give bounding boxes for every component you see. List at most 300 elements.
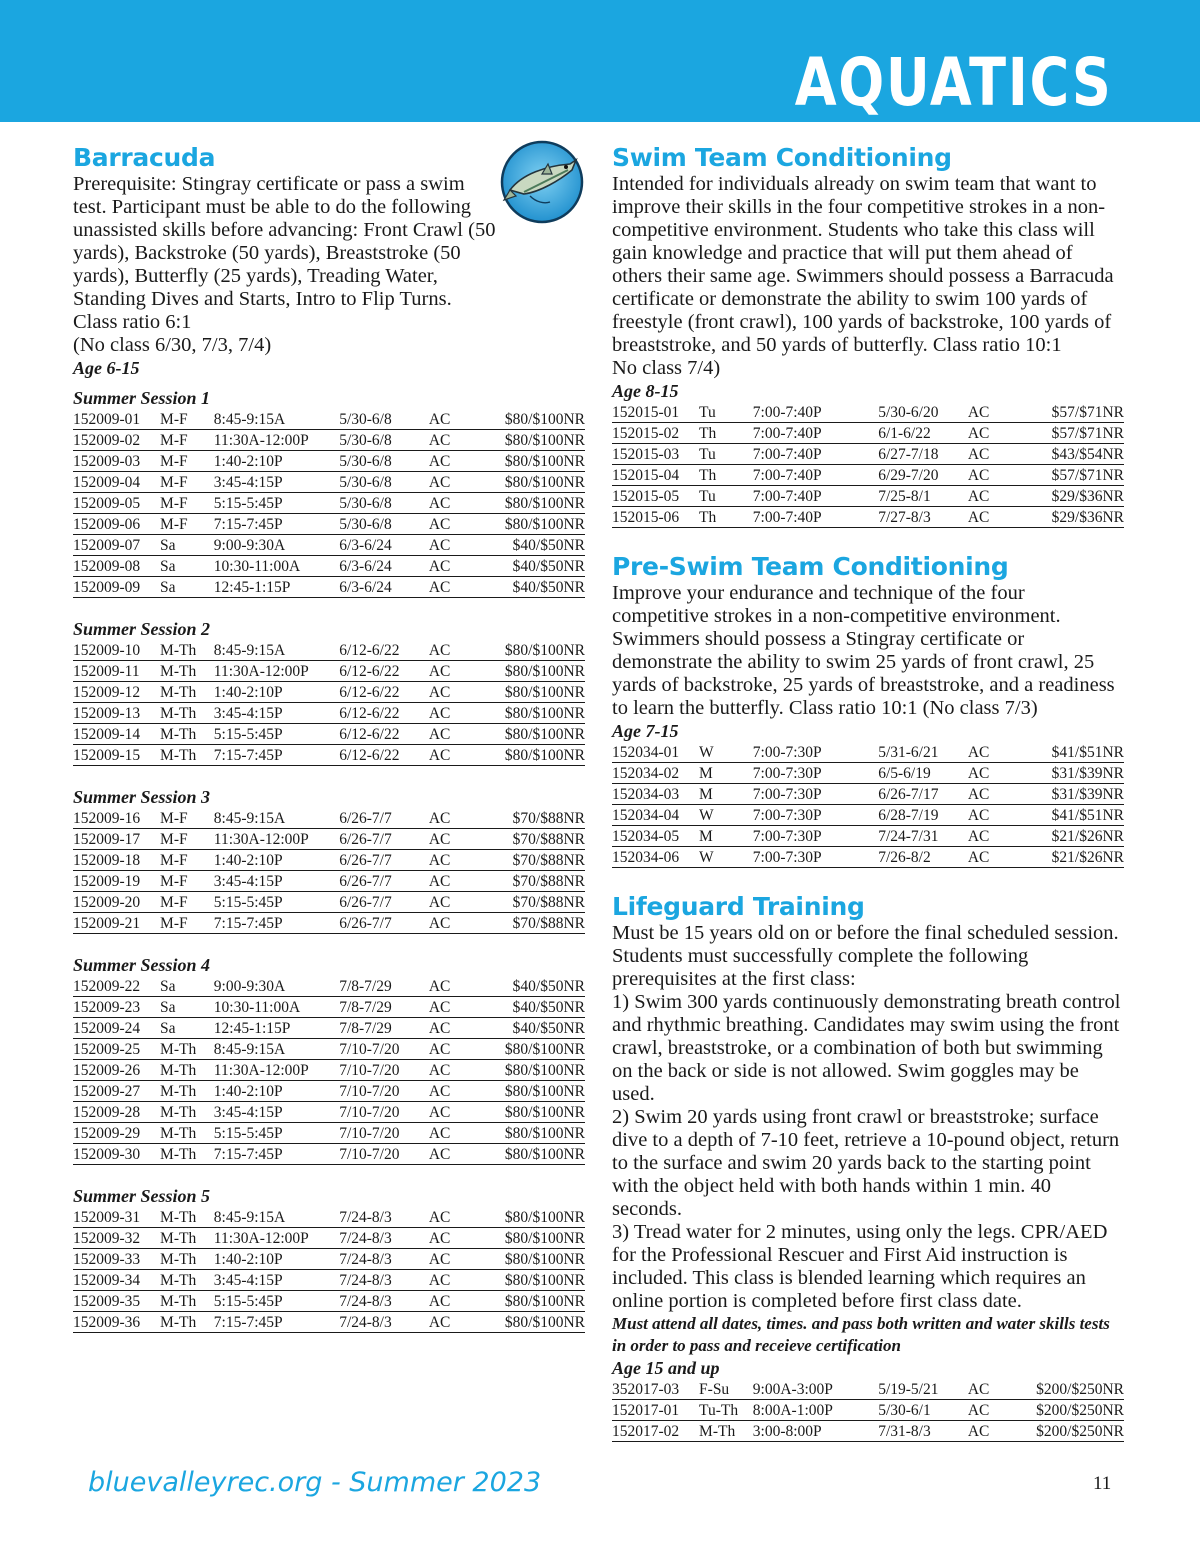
days-cell: M-F: [160, 850, 214, 871]
days-cell: M-Th: [160, 1039, 214, 1060]
table-row: [73, 913, 585, 934]
lifeguard-table: [612, 1379, 1124, 1442]
time-cell: 7:00-7:30P: [753, 742, 878, 763]
footer-site: bluevalleyrec.org - Summer 2023: [88, 1467, 542, 1498]
location-cell: AC: [968, 507, 1022, 528]
dates-cell: 5/30-6/8: [339, 430, 429, 451]
fee-cell: $40/$50NR: [483, 556, 585, 577]
pre-swim-description: Improve your endurance and technique of the four competitive strokes in a non-competitive environment. Swimmers should possess a Stingray certificate or demonstrate the ability to swim 25 yards of front crawl, 25 yards of backstroke, 25 yards of breaststroke, and a readiness to learn the butterfly. Class ratio 10:1 (No class 7/3): [612, 582, 1115, 719]
swim-team-table: [612, 402, 1124, 528]
time-cell: 10:30-11:00A: [214, 997, 339, 1018]
days-cell: M-Th: [160, 745, 214, 766]
time-cell: 5:15-5:45P: [214, 724, 339, 745]
table-row: [73, 808, 585, 829]
course-number-cell: 152034-06: [612, 847, 699, 868]
table-row: [73, 997, 585, 1018]
dates-cell: 5/30-6/8: [339, 409, 429, 430]
location-cell: AC: [968, 742, 1022, 763]
fee-cell: $57/$71NR: [1022, 423, 1124, 444]
fee-cell: $80/$100NR: [483, 1249, 585, 1270]
barracuda-age: Age 6-15: [73, 358, 140, 378]
time-cell: 7:15-7:45P: [214, 514, 339, 535]
header-banner: [0, 0, 1200, 122]
time-cell: 11:30A-12:00P: [214, 661, 339, 682]
dates-cell: 7/25-8/1: [878, 486, 968, 507]
table-row: [612, 402, 1124, 423]
time-cell: 7:00-7:30P: [753, 784, 878, 805]
location-cell: AC: [429, 451, 483, 472]
time-cell: 7:00-7:40P: [753, 402, 878, 423]
days-cell: Sa: [160, 535, 214, 556]
location-cell: AC: [429, 871, 483, 892]
course-number-cell: 152009-34: [73, 1270, 160, 1291]
location-cell: AC: [429, 850, 483, 871]
days-cell: Th: [699, 423, 753, 444]
course-number-cell: 152034-05: [612, 826, 699, 847]
course-number-cell: 152009-31: [73, 1207, 160, 1228]
time-cell: 7:15-7:45P: [214, 913, 339, 934]
dates-cell: 7/24-8/3: [339, 1312, 429, 1333]
fee-cell: $80/$100NR: [483, 1081, 585, 1102]
session-5-table: [73, 1207, 585, 1333]
time-cell: 7:00-7:40P: [753, 486, 878, 507]
location-cell: AC: [429, 892, 483, 913]
lifeguard-title: Lifeguard Training: [612, 892, 865, 921]
location-cell: AC: [429, 1291, 483, 1312]
location-cell: AC: [429, 640, 483, 661]
location-cell: AC: [429, 535, 483, 556]
table-row: [73, 1291, 585, 1312]
location-cell: AC: [429, 514, 483, 535]
course-number-cell: 152015-03: [612, 444, 699, 465]
location-cell: AC: [429, 724, 483, 745]
course-number-cell: 152009-36: [73, 1312, 160, 1333]
fee-cell: $70/$88NR: [483, 892, 585, 913]
days-cell: M-Th: [160, 682, 214, 703]
location-cell: AC: [429, 913, 483, 934]
location-cell: AC: [429, 682, 483, 703]
fee-cell: $21/$26NR: [1022, 826, 1124, 847]
lifeguard-item-3: 3) Tread water for 2 minutes, using only the legs. CPR/AED for the Professional Rescuer and First Aid instruction is included. This class is blended learning which requires an online portion is completed before first class date.: [612, 1221, 1108, 1312]
table-row: [73, 1039, 585, 1060]
time-cell: 8:00A-1:00P: [753, 1400, 878, 1421]
dates-cell: 7/24-8/3: [339, 1291, 429, 1312]
barracuda-description-text: Prerequisite: Stingray certificate or pass a swim test. Participant must be able to do the following unassisted skills before advancing: Front Crawl (50 yards), Backstroke (50 yards), Breaststroke (50 yards), Butterfly (25 yards), Treading Water, Standing Dives and Starts, Intro to Flip Turns. Class ratio 6:1: [73, 173, 496, 333]
fee-cell: $80/$100NR: [483, 451, 585, 472]
course-number-cell: 152015-04: [612, 465, 699, 486]
days-cell: M-Th: [160, 1102, 214, 1123]
days-cell: M: [699, 784, 753, 805]
location-cell: AC: [968, 763, 1022, 784]
course-number-cell: 152009-13: [73, 703, 160, 724]
fee-cell: $200/$250NR: [1022, 1400, 1124, 1421]
course-number-cell: 152009-07: [73, 535, 160, 556]
dates-cell: 5/31-6/21: [878, 742, 968, 763]
table-row: [73, 451, 585, 472]
dates-cell: 7/24-8/3: [339, 1249, 429, 1270]
time-cell: 3:45-4:15P: [214, 472, 339, 493]
dates-cell: 7/27-8/3: [878, 507, 968, 528]
days-cell: M-Th: [160, 1291, 214, 1312]
days-cell: M-F: [160, 493, 214, 514]
table-row: [612, 826, 1124, 847]
dates-cell: 6/26-7/7: [339, 871, 429, 892]
days-cell: Sa: [160, 556, 214, 577]
table-row: [73, 871, 585, 892]
time-cell: 7:15-7:45P: [214, 745, 339, 766]
time-cell: 10:30-11:00A: [214, 556, 339, 577]
course-number-cell: 152009-26: [73, 1060, 160, 1081]
dates-cell: 5/30-6/8: [339, 493, 429, 514]
course-number-cell: 152009-35: [73, 1291, 160, 1312]
fee-cell: $40/$50NR: [483, 535, 585, 556]
table-row: [73, 1207, 585, 1228]
course-number-cell: 152009-01: [73, 409, 160, 430]
time-cell: 8:45-9:15A: [214, 409, 339, 430]
table-row: [73, 1018, 585, 1039]
location-cell: AC: [429, 976, 483, 997]
swim-team-age: Age 8-15: [612, 381, 679, 401]
fee-cell: $29/$36NR: [1022, 507, 1124, 528]
barracuda-title: Barracuda: [73, 143, 216, 172]
location-cell: AC: [429, 997, 483, 1018]
course-number-cell: 152009-22: [73, 976, 160, 997]
days-cell: Tu: [699, 486, 753, 507]
fee-cell: $200/$250NR: [1022, 1421, 1124, 1442]
table-row: [612, 486, 1124, 507]
fee-cell: $80/$100NR: [483, 1039, 585, 1060]
location-cell: AC: [429, 1081, 483, 1102]
course-number-cell: 152034-02: [612, 763, 699, 784]
time-cell: 7:00-7:40P: [753, 507, 878, 528]
location-cell: AC: [429, 430, 483, 451]
days-cell: Tu-Th: [699, 1400, 753, 1421]
table-row: [73, 892, 585, 913]
days-cell: M-Th: [160, 1249, 214, 1270]
location-cell: AC: [968, 423, 1022, 444]
table-row: [73, 682, 585, 703]
time-cell: 8:45-9:15A: [214, 640, 339, 661]
time-cell: 5:15-5:45P: [214, 493, 339, 514]
fee-cell: $80/$100NR: [483, 514, 585, 535]
swim-team-no-class: No class 7/4): [612, 357, 721, 379]
time-cell: 7:00-7:40P: [753, 423, 878, 444]
time-cell: 9:00-9:30A: [214, 976, 339, 997]
course-number-cell: 152017-01: [612, 1400, 699, 1421]
session-3-table: [73, 808, 585, 934]
days-cell: M-F: [160, 472, 214, 493]
table-row: [73, 976, 585, 997]
dates-cell: 7/10-7/20: [339, 1081, 429, 1102]
course-number-cell: 152009-30: [73, 1144, 160, 1165]
days-cell: M-Th: [160, 1207, 214, 1228]
fee-cell: $80/$100NR: [483, 493, 585, 514]
dates-cell: 5/30-6/1: [878, 1400, 968, 1421]
location-cell: AC: [429, 1102, 483, 1123]
dates-cell: 5/30-6/20: [878, 402, 968, 423]
lifeguard-note: Must attend all dates, times. and pass both written and water skills tests in order to pass and receieve certification: [612, 1314, 1110, 1355]
location-cell: AC: [429, 745, 483, 766]
days-cell: Th: [699, 507, 753, 528]
table-row: [73, 850, 585, 871]
fee-cell: $80/$100NR: [483, 430, 585, 451]
right-column: [612, 143, 1124, 1442]
dates-cell: 7/10-7/20: [339, 1144, 429, 1165]
fee-cell: $21/$26NR: [1022, 847, 1124, 868]
course-number-cell: 152009-25: [73, 1039, 160, 1060]
time-cell: 3:45-4:15P: [214, 871, 339, 892]
table-row: [612, 763, 1124, 784]
page-number: 11: [1093, 1473, 1112, 1494]
course-number-cell: 352017-03: [612, 1379, 699, 1400]
fee-cell: $40/$50NR: [483, 577, 585, 598]
time-cell: 8:45-9:15A: [214, 1039, 339, 1060]
fee-cell: $80/$100NR: [483, 1207, 585, 1228]
dates-cell: 7/24-8/3: [339, 1270, 429, 1291]
days-cell: W: [699, 805, 753, 826]
course-number-cell: 152034-03: [612, 784, 699, 805]
table-row: [73, 703, 585, 724]
table-row: [73, 829, 585, 850]
location-cell: AC: [429, 661, 483, 682]
course-number-cell: 152009-08: [73, 556, 160, 577]
dates-cell: 7/24-8/3: [339, 1228, 429, 1249]
dates-cell: 7/8-7/29: [339, 1018, 429, 1039]
course-number-cell: 152009-29: [73, 1123, 160, 1144]
location-cell: AC: [429, 1249, 483, 1270]
course-number-cell: 152009-28: [73, 1102, 160, 1123]
time-cell: 12:45-1:15P: [214, 1018, 339, 1039]
dates-cell: 6/3-6/24: [339, 556, 429, 577]
days-cell: M-Th: [160, 1123, 214, 1144]
fee-cell: $80/$100NR: [483, 661, 585, 682]
time-cell: 5:15-5:45P: [214, 1291, 339, 1312]
days-cell: Tu: [699, 402, 753, 423]
course-number-cell: 152009-14: [73, 724, 160, 745]
session-4-title: Summer Session 4: [73, 955, 211, 975]
dates-cell: 6/29-7/20: [878, 465, 968, 486]
days-cell: M-F: [160, 829, 214, 850]
dates-cell: 6/1-6/22: [878, 423, 968, 444]
pre-swim-title: Pre-Swim Team Conditioning: [612, 552, 1009, 581]
table-row: [73, 1270, 585, 1291]
dates-cell: 6/26-7/7: [339, 892, 429, 913]
dates-cell: 6/3-6/24: [339, 535, 429, 556]
days-cell: W: [699, 847, 753, 868]
location-cell: AC: [429, 1312, 483, 1333]
fee-cell: $80/$100NR: [483, 724, 585, 745]
fee-cell: $80/$100NR: [483, 1291, 585, 1312]
fee-cell: $40/$50NR: [483, 997, 585, 1018]
days-cell: M-Th: [160, 703, 214, 724]
course-number-cell: 152015-06: [612, 507, 699, 528]
days-cell: Sa: [160, 577, 214, 598]
fee-cell: $31/$39NR: [1022, 763, 1124, 784]
table-row: [73, 493, 585, 514]
time-cell: 1:40-2:10P: [214, 850, 339, 871]
barracuda-no-class: (No class 6/30, 7/3, 7/4): [73, 334, 272, 356]
location-cell: AC: [429, 409, 483, 430]
table-row: [73, 472, 585, 493]
time-cell: 9:00-9:30A: [214, 535, 339, 556]
location-cell: AC: [968, 444, 1022, 465]
fee-cell: $70/$88NR: [483, 850, 585, 871]
time-cell: 3:00-8:00P: [753, 1421, 878, 1442]
table-row: [73, 577, 585, 598]
days-cell: M-F: [160, 514, 214, 535]
course-number-cell: 152009-10: [73, 640, 160, 661]
dates-cell: 5/30-6/8: [339, 472, 429, 493]
course-number-cell: 152009-17: [73, 829, 160, 850]
dates-cell: 6/27-7/18: [878, 444, 968, 465]
dates-cell: 5/19-5/21: [878, 1379, 968, 1400]
time-cell: 12:45-1:15P: [214, 577, 339, 598]
table-row: [73, 1102, 585, 1123]
fee-cell: $40/$50NR: [483, 1018, 585, 1039]
fee-cell: $70/$88NR: [483, 871, 585, 892]
table-row: [73, 1228, 585, 1249]
fee-cell: $80/$100NR: [483, 1102, 585, 1123]
fee-cell: $80/$100NR: [483, 640, 585, 661]
time-cell: 11:30A-12:00P: [214, 1060, 339, 1081]
dates-cell: 7/24-8/3: [339, 1207, 429, 1228]
lifeguard-item-1: 1) Swim 300 yards continuously demonstrating breath control and rhythmic breathing. Candidates may swim using the front crawl, breaststroke, or a combination of both but swimming on the back or side is not allowed. Swim goggles may be used.: [612, 991, 1121, 1105]
dates-cell: 6/12-6/22: [339, 703, 429, 724]
location-cell: AC: [968, 465, 1022, 486]
days-cell: M-F: [160, 430, 214, 451]
location-cell: AC: [429, 808, 483, 829]
session-1-table: [73, 409, 585, 598]
course-number-cell: 152009-15: [73, 745, 160, 766]
session-1-title: Summer Session 1: [73, 388, 211, 408]
days-cell: Sa: [160, 976, 214, 997]
lifeguard-item-2: 2) Swim 20 yards using front crawl or breaststroke; surface dive to a depth of 7-10 feet, retrieve a 10-pound object, return to the surface and swim 20 yards back to the starting point with the object held with both hands within 1 min. 40 seconds.: [612, 1106, 1120, 1220]
days-cell: M-Th: [160, 1060, 214, 1081]
days-cell: Sa: [160, 1018, 214, 1039]
fee-cell: $200/$250NR: [1022, 1379, 1124, 1400]
session-4-table: [73, 976, 585, 1165]
dates-cell: 6/26-7/7: [339, 850, 429, 871]
course-number-cell: 152009-18: [73, 850, 160, 871]
table-row: [73, 556, 585, 577]
pre-swim-age: Age 7-15: [612, 721, 679, 741]
location-cell: AC: [429, 493, 483, 514]
time-cell: 7:00-7:30P: [753, 763, 878, 784]
time-cell: 3:45-4:15P: [214, 1270, 339, 1291]
location-cell: AC: [429, 1060, 483, 1081]
location-cell: AC: [968, 402, 1022, 423]
table-row: [612, 1379, 1124, 1400]
session-5-title: Summer Session 5: [73, 1186, 211, 1206]
location-cell: AC: [429, 1228, 483, 1249]
table-row: [612, 423, 1124, 444]
table-row: [73, 430, 585, 451]
days-cell: M-F: [160, 871, 214, 892]
course-number-cell: 152009-21: [73, 913, 160, 934]
time-cell: 8:45-9:15A: [214, 1207, 339, 1228]
days-cell: M: [699, 826, 753, 847]
location-cell: AC: [429, 1123, 483, 1144]
dates-cell: 7/26-8/2: [878, 847, 968, 868]
time-cell: 7:00-7:30P: [753, 826, 878, 847]
lifeguard-description: Must be 15 years old on or before the final scheduled session. Students must successfully complete the following prerequisites at the first class:: [612, 922, 1119, 990]
days-cell: Sa: [160, 997, 214, 1018]
lifeguard-age: Age 15 and up: [612, 1358, 720, 1378]
fee-cell: $80/$100NR: [483, 703, 585, 724]
table-row: [73, 640, 585, 661]
dates-cell: 5/30-6/8: [339, 451, 429, 472]
table-row: [73, 1123, 585, 1144]
course-number-cell: 152034-01: [612, 742, 699, 763]
course-number-cell: 152015-01: [612, 402, 699, 423]
course-number-cell: 152009-11: [73, 661, 160, 682]
fee-cell: $40/$50NR: [483, 976, 585, 997]
dates-cell: 7/8-7/29: [339, 976, 429, 997]
course-number-cell: 152017-02: [612, 1421, 699, 1442]
time-cell: 7:15-7:45P: [214, 1312, 339, 1333]
table-row: [73, 514, 585, 535]
time-cell: 11:30A-12:00P: [214, 430, 339, 451]
course-number-cell: 152009-27: [73, 1081, 160, 1102]
dates-cell: 7/31-8/3: [878, 1421, 968, 1442]
dates-cell: 6/12-6/22: [339, 745, 429, 766]
time-cell: 5:15-5:45P: [214, 1123, 339, 1144]
dates-cell: 6/26-7/17: [878, 784, 968, 805]
location-cell: AC: [429, 1039, 483, 1060]
time-cell: 11:30A-12:00P: [214, 829, 339, 850]
dates-cell: 5/30-6/8: [339, 514, 429, 535]
time-cell: 7:00-7:40P: [753, 444, 878, 465]
dates-cell: 6/12-6/22: [339, 682, 429, 703]
days-cell: M-Th: [160, 1228, 214, 1249]
dates-cell: 7/10-7/20: [339, 1102, 429, 1123]
time-cell: 8:45-9:15A: [214, 808, 339, 829]
time-cell: 11:30A-12:00P: [214, 1228, 339, 1249]
days-cell: M-F: [160, 451, 214, 472]
location-cell: AC: [968, 1379, 1022, 1400]
dates-cell: 6/26-7/7: [339, 913, 429, 934]
location-cell: AC: [429, 829, 483, 850]
days-cell: F-Su: [699, 1379, 753, 1400]
table-row: [73, 1249, 585, 1270]
days-cell: M: [699, 763, 753, 784]
fee-cell: $80/$100NR: [483, 682, 585, 703]
table-row: [612, 1421, 1124, 1442]
fee-cell: $80/$100NR: [483, 1123, 585, 1144]
location-cell: AC: [429, 472, 483, 493]
location-cell: AC: [968, 1421, 1022, 1442]
location-cell: AC: [429, 1270, 483, 1291]
location-cell: AC: [429, 1018, 483, 1039]
time-cell: 1:40-2:10P: [214, 451, 339, 472]
dates-cell: 6/26-7/7: [339, 829, 429, 850]
time-cell: 1:40-2:10P: [214, 1081, 339, 1102]
location-cell: AC: [429, 577, 483, 598]
dates-cell: 7/10-7/20: [339, 1039, 429, 1060]
fee-cell: $31/$39NR: [1022, 784, 1124, 805]
days-cell: M-F: [160, 913, 214, 934]
time-cell: 1:40-2:10P: [214, 1249, 339, 1270]
table-row: [73, 1144, 585, 1165]
table-row: [612, 784, 1124, 805]
days-cell: M-Th: [160, 1312, 214, 1333]
fee-cell: $80/$100NR: [483, 1060, 585, 1081]
dates-cell: 7/10-7/20: [339, 1123, 429, 1144]
course-number-cell: 152009-05: [73, 493, 160, 514]
location-cell: AC: [968, 805, 1022, 826]
table-row: [612, 805, 1124, 826]
time-cell: 7:00-7:40P: [753, 465, 878, 486]
